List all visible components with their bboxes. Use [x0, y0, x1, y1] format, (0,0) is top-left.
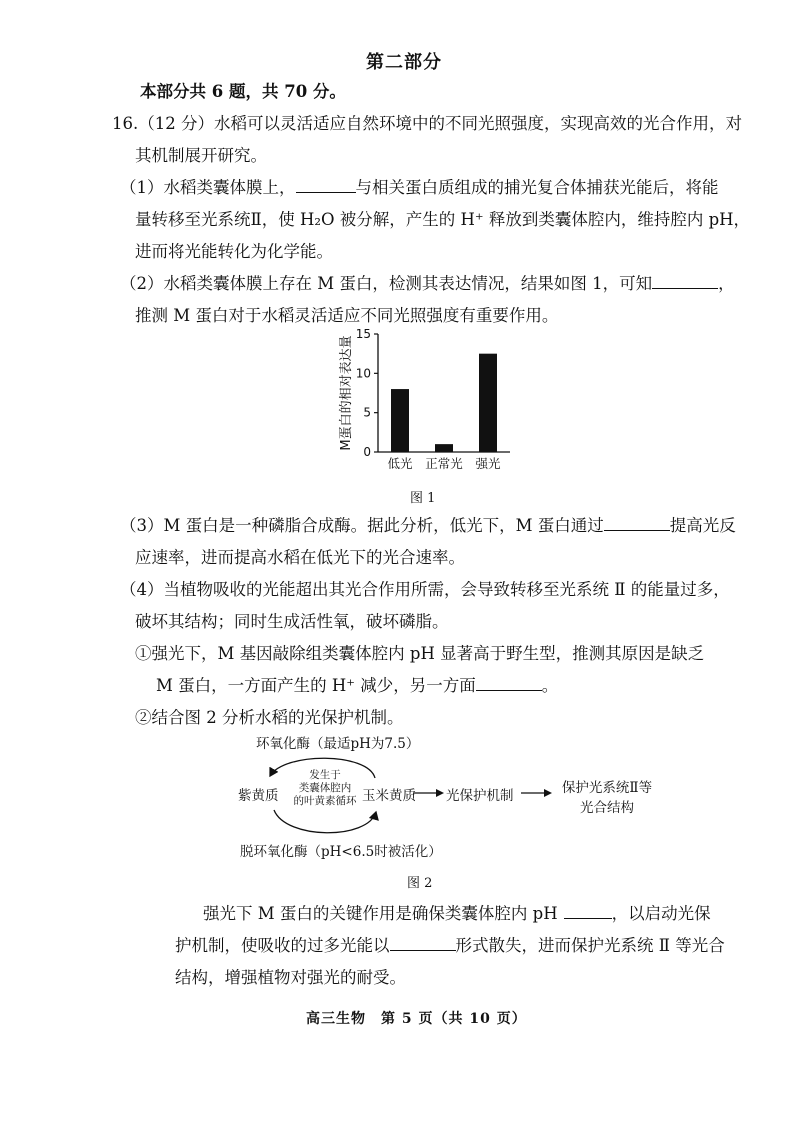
q16-part1-line1 [120, 176, 719, 200]
target-line2: 光合结构 [580, 800, 634, 816]
q16-stem-line1: 16.（12 分）水稻可以灵活适应自然环境中的不同光照强度，实现高效的光合作用，对 [112, 114, 742, 133]
answer-blank-4[interactable] [476, 674, 542, 691]
final-line1 [203, 902, 711, 926]
q16-part4-sub1-text-b: 。 [541, 676, 559, 695]
enzyme-deepoxidase: 脱环氧化酶（pH<6.5时被活化） [240, 844, 442, 860]
q16-part2-text-b: ， [718, 274, 735, 293]
final-text-a: 强光下 M 蛋白的关键作用是确保类囊体腔内 pH [203, 904, 558, 923]
q16-part2-line2: 推测 M 蛋白对于水稻灵活适应不同光照强度有重要作用。 [135, 306, 559, 325]
q16-part4-sub2: ②结合图 2 分析水稻的光保护机制。 [135, 708, 404, 727]
q16-part4-line1: （4）当植物吸收的光能超出其光合作用所需，会导致转移至光系统 Ⅱ 的能量过多， [120, 580, 730, 599]
node-photoprotection: 光保护机制 [446, 788, 514, 804]
bottom-arc-arrow [274, 810, 376, 833]
cycle-label-line1: 发生于 [309, 769, 341, 781]
bar [391, 389, 409, 452]
final-line3: 结构，增强植物对强光的耐受。 [175, 968, 406, 987]
y-tick-label: 15 [355, 327, 371, 341]
q16-part1-text-a: （1）水稻类囊体膜上， [120, 178, 296, 197]
node-violaxanthin: 紫黄质 [238, 788, 279, 804]
x-tick-label: 低光 [387, 456, 413, 471]
answer-blank-3[interactable] [604, 514, 670, 531]
bar [435, 444, 453, 452]
q16-part2-line1 [120, 272, 735, 296]
cycle-label [285, 769, 365, 808]
answer-blank-6[interactable] [390, 934, 456, 951]
figure1-chart [330, 322, 530, 482]
final-text-d: 形式散失，进而保护光系统 Ⅱ 等光合 [455, 936, 725, 955]
bar [479, 354, 497, 452]
q16-part3-text-b: 提高光反 [669, 516, 736, 535]
q16-stem-line2: 其机制展开研究。 [135, 146, 267, 165]
y-tick-label: 10 [355, 366, 371, 381]
q16-part4-sub1-line2 [156, 674, 558, 698]
cycle-label-line3: 的叶黄素循环 [293, 795, 357, 807]
part-note: 本部分共 6 题，共 70 分。 [140, 82, 346, 101]
enzyme-epoxidase: 环氧化酶（最适pH为7.5） [256, 736, 420, 752]
q16-part3-line1 [120, 514, 736, 538]
q16-part2-text-a: （2）水稻类囊体膜上存在 M 蛋白，检测其表达情况，结果如图 1，可知 [120, 274, 653, 293]
target-line1: 保护光系统Ⅱ等 [561, 780, 653, 796]
x-tick-label: 强光 [475, 456, 501, 471]
q16-part1-line2: 量转移至光系统Ⅱ，使 H₂O 被分解，产生的 H⁺ 释放到类囊体腔内，维持腔内 pH， [135, 210, 751, 229]
q16-part3-line2: 应速率，进而提高水稻在低光下的光合速率。 [135, 548, 465, 567]
node-zeaxanthin: 玉米黄质 [362, 788, 416, 804]
arrow-to-mechanism [412, 786, 446, 800]
part-title: 第二部分 [366, 52, 442, 73]
y-tick-label: 0 [363, 445, 371, 459]
q16-part4-line2: 破坏其结构；同时生成活性氧，破坏磷脂。 [135, 612, 449, 631]
q16-part4-sub1-line1: ①强光下，M 基因敲除组类囊体腔内 pH 显著高于野生型，推测其原因是缺乏 [135, 644, 705, 663]
q16-part4-sub1-text-a: M 蛋白，一方面产生的 H⁺ 减少，另一方面 [156, 676, 476, 695]
q16-part3-text-a: （3）M 蛋白是一种磷脂合成酶。据此分析，低光下，M 蛋白通过 [120, 516, 604, 535]
page-footer: 高三生物 第 5 页（共 10 页） [306, 1011, 527, 1027]
node-protect-target [548, 776, 666, 816]
x-tick-label: 正常光 [425, 456, 463, 471]
q16-part1-text-b: 与相关蛋白质组成的捕光复合体捕获光能后，将能 [355, 178, 719, 197]
answer-blank-5[interactable] [564, 902, 612, 919]
final-text-c: 护机制，使吸收的过多光能以 [175, 936, 390, 955]
q16-part1-line3: 进而将光能转化为化学能。 [135, 242, 333, 261]
answer-blank-2[interactable] [652, 272, 718, 289]
final-text-b: ，以启动光保 [611, 904, 711, 923]
figure2-caption: 图 2 [407, 876, 433, 891]
y-tick-label: 5 [363, 405, 371, 420]
answer-blank-1[interactable] [296, 176, 356, 193]
y-axis-label: M蛋白的相对表达量 [339, 335, 354, 451]
figure1-caption: 图 1 [410, 491, 436, 506]
cycle-label-line2: 类囊体腔内 [298, 782, 352, 794]
final-line2 [175, 934, 725, 958]
